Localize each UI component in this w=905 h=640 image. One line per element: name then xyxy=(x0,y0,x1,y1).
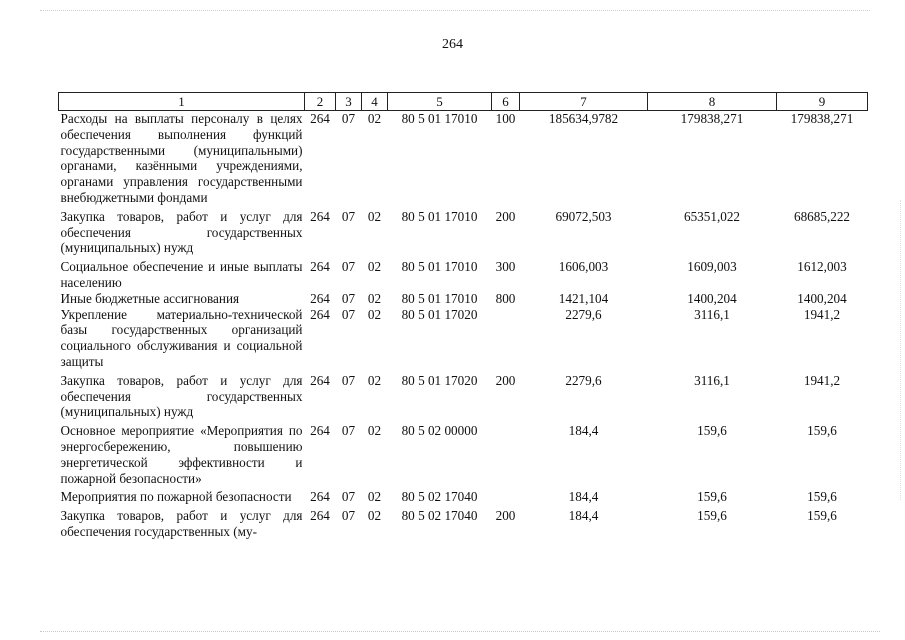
row-value-9: 159,6 xyxy=(807,423,837,439)
row-code-3: 07 xyxy=(341,423,356,439)
row-code-4: 02 xyxy=(367,508,382,524)
row-code-5: 80 5 01 17010 xyxy=(401,259,478,275)
row-value-9: 159,6 xyxy=(807,489,837,505)
row-code-2: 264 xyxy=(310,372,330,388)
row-code-3: 07 xyxy=(341,290,356,306)
row-value-8: 1400,204 xyxy=(687,290,737,306)
row-code-2: 264 xyxy=(310,259,330,275)
row-name: Иные бюджетные ассигнования xyxy=(60,290,240,306)
row-value-8: 159,6 xyxy=(697,489,727,505)
row-code-4: 02 xyxy=(367,111,382,126)
row-name: Основное мероприятие «Мероприятия по энергосбережению, повышению энергетической эффективности и пожарной безопасности» xyxy=(60,423,303,486)
row-value-9: 179838,271 xyxy=(790,111,854,126)
row-code-6: 200 xyxy=(495,508,516,524)
row-value-8: 159,6 xyxy=(697,423,727,439)
row-value-8: 1609,003 xyxy=(687,259,737,275)
header-col-2: 2 xyxy=(305,93,336,111)
row-code-5: 80 5 01 17010 xyxy=(401,290,478,306)
header-col-6: 6 xyxy=(492,93,520,111)
table-row xyxy=(59,373,868,423)
table-row xyxy=(59,489,868,508)
row-name: Закупка товаров, работ и услуг для обеспечения государственных (муниципальных) нужд xyxy=(60,208,303,256)
row-code-5: 80 5 01 17020 xyxy=(401,306,478,322)
table-row xyxy=(59,111,868,209)
header-col-3: 3 xyxy=(336,93,362,111)
row-code-2: 264 xyxy=(310,111,330,126)
budget-table xyxy=(58,92,868,540)
header-col-1: 1 xyxy=(59,93,305,111)
row-code-6: 800 xyxy=(495,290,516,306)
row-value-9: 68685,222 xyxy=(793,208,851,224)
row-code-5: 80 5 02 00000 xyxy=(401,423,478,439)
row-code-5: 80 5 01 17010 xyxy=(401,208,478,224)
row-value-8: 159,6 xyxy=(697,508,727,524)
row-code-6 xyxy=(492,307,520,373)
row-code-3: 07 xyxy=(341,372,356,388)
row-code-3: 07 xyxy=(341,111,356,126)
table-row xyxy=(59,508,868,540)
row-value-7: 184,4 xyxy=(568,489,599,505)
row-name: Социальное обеспечение и иные выплаты населению xyxy=(60,259,303,290)
row-name: Закупка товаров, работ и услуг для обеспечения государственных (муниципальных) нужд xyxy=(60,372,303,420)
row-code-2: 264 xyxy=(310,306,330,322)
row-code-4: 02 xyxy=(367,423,382,439)
row-code-3: 07 xyxy=(341,508,356,524)
row-name: Мероприятия по пожарной безопасности xyxy=(60,489,292,505)
row-name: Расходы на выплаты персоналу в целях обеспечения выполнения функций государственными (муниципальными) органами, казёнными учреждениями, органами управления государственными внебюджетными фондами xyxy=(60,111,303,205)
header-col-7: 7 xyxy=(520,93,648,111)
row-code-3: 07 xyxy=(341,208,356,224)
row-code-4: 02 xyxy=(367,306,382,322)
header-col-9: 9 xyxy=(777,93,868,111)
table-row xyxy=(59,423,868,489)
row-value-7: 184,4 xyxy=(568,423,599,439)
row-code-5: 80 5 02 17040 xyxy=(401,508,478,524)
row-code-6 xyxy=(492,423,520,489)
scan-edge-bottom xyxy=(40,631,880,632)
column-number-header xyxy=(59,93,868,111)
row-value-7: 185634,9782 xyxy=(548,111,619,126)
row-code-4: 02 xyxy=(367,372,382,388)
row-value-9: 1941,2 xyxy=(803,372,841,388)
row-value-7: 2279,6 xyxy=(565,306,602,322)
row-code-4: 02 xyxy=(367,489,382,505)
row-code-3: 07 xyxy=(341,306,356,322)
row-code-2: 264 xyxy=(310,423,330,439)
row-code-6 xyxy=(492,489,520,508)
row-value-8: 65351,022 xyxy=(683,208,741,224)
row-code-5: 80 5 01 17020 xyxy=(401,372,478,388)
row-value-9: 159,6 xyxy=(807,508,837,524)
row-code-4: 02 xyxy=(367,259,382,275)
header-col-5: 5 xyxy=(388,93,492,111)
row-value-8: 3116,1 xyxy=(694,372,730,388)
row-code-4: 02 xyxy=(367,290,382,306)
row-value-9: 1400,204 xyxy=(797,290,847,306)
row-code-5: 80 5 01 17010 xyxy=(401,111,478,126)
row-code-2: 264 xyxy=(310,508,330,524)
table-row xyxy=(59,259,868,291)
row-value-7: 1421,104 xyxy=(558,290,609,306)
row-name: Укрепление материально-технической базы государственных организаций социального обслуживания и социальной защиты xyxy=(60,306,303,369)
table-row xyxy=(59,307,868,373)
row-code-6: 200 xyxy=(495,208,516,224)
row-value-7: 1606,003 xyxy=(558,259,609,275)
row-code-6: 300 xyxy=(495,259,516,275)
row-code-4: 02 xyxy=(367,208,382,224)
row-value-8: 179838,271 xyxy=(680,111,744,126)
row-code-2: 264 xyxy=(310,489,330,505)
row-code-2: 264 xyxy=(310,208,330,224)
scan-edge-right xyxy=(900,200,901,500)
row-code-6: 200 xyxy=(495,372,516,388)
row-value-7: 2279,6 xyxy=(565,372,602,388)
row-value-9: 1941,2 xyxy=(803,306,841,322)
row-code-5: 80 5 02 17040 xyxy=(401,489,478,505)
table-row xyxy=(59,209,868,259)
row-code-3: 07 xyxy=(341,489,356,505)
row-code-3: 07 xyxy=(341,259,356,275)
row-value-8: 3116,1 xyxy=(694,306,730,322)
row-code-6: 100 xyxy=(495,111,516,126)
header-col-8: 8 xyxy=(648,93,777,111)
row-value-7: 69072,503 xyxy=(555,208,612,224)
row-code-2: 264 xyxy=(310,290,330,306)
row-value-7: 184,4 xyxy=(568,508,599,524)
table-row xyxy=(59,291,868,307)
row-value-9: 1612,003 xyxy=(797,259,847,275)
row-name: Закупка товаров, работ и услуг для обеспечения государственных (му- xyxy=(60,508,303,539)
page-number: 264 xyxy=(442,37,463,52)
scan-edge-top xyxy=(40,10,870,11)
header-col-4: 4 xyxy=(362,93,388,111)
